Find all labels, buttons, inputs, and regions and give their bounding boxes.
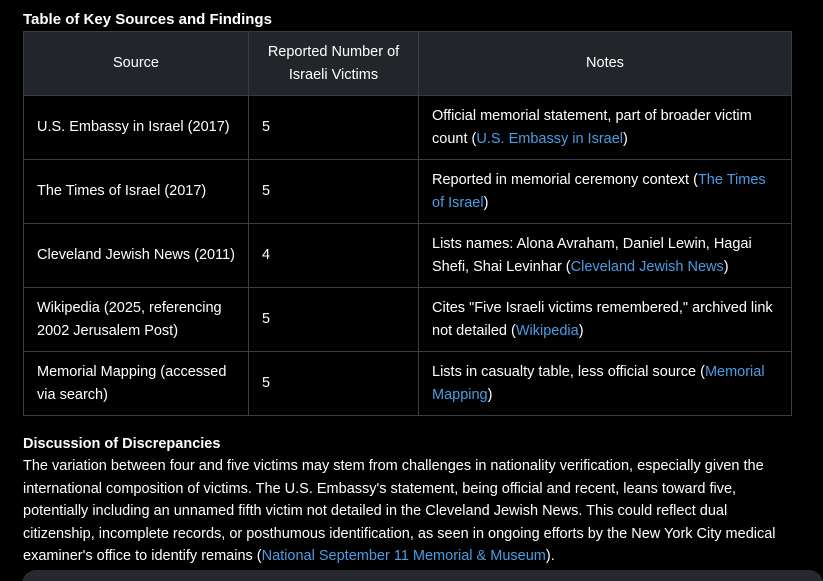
source-link[interactable]: The Times of Israel [432,171,766,211]
table-row [24,352,792,416]
discussion-heading: Discussion of Discrepancies [23,436,221,452]
cell-source: Wikipedia (2025, referencing 2002 Jerusalem Post) [24,288,249,352]
header-reported-number: Reported Number of Israeli Victims [249,32,419,96]
source-link[interactable]: Cleveland Jewish News [570,258,724,275]
header-notes: Notes [419,32,792,96]
notes-text: Official memorial statement, part of broader victim count ( [432,107,752,147]
composer-top-edge [22,570,823,581]
notes-end: ) [487,386,493,403]
table-row [24,160,792,224]
cell-number: 5 [249,96,419,160]
notes-end: ) [723,258,729,275]
source-link[interactable]: Memorial Mapping [432,363,765,403]
table-header-row [24,32,792,96]
source-link[interactable]: Wikipedia [515,322,579,339]
discussion-paragraph [23,455,793,568]
table-title: Table of Key Sources and Findings [23,11,272,28]
table-row [24,288,792,352]
cell-notes [419,96,792,160]
notes-end: ) [483,194,489,211]
table-row [24,96,792,160]
notes-text: Lists names: Alona Avraham, Daniel Lewin, Hagai Shefi, Shai Levinhar ( [432,235,752,275]
cell-source: U.S. Embassy in Israel (2017) [24,96,249,160]
header-source: Source [24,32,249,96]
notes-text: Reported in memorial ceremony context ( [432,171,698,188]
discussion-text: The variation between four and five victims may stem from challenges in nationality verification, especially given the international composition of victims. The U.S. Embassy's statement, being official and recent, leans toward five, potentially including an unnamed fifth victim not detailed in the Cleveland Jewish News. This could reflect dual citizenship, incomplete records, or posthumous identification, as seen in ongoing efforts by the New York City medical examiner's office to identify remains ( [23,458,776,565]
discussion-source-link[interactable]: National September 11 Memorial & Museum [261,548,546,565]
notes-text: Lists in casualty table, less official source ( [432,363,705,380]
cell-notes [419,160,792,224]
discussion-text-end: ). [545,548,555,565]
cell-number: 5 [249,288,419,352]
sources-table [23,31,792,416]
cell-source: Cleveland Jewish News (2011) [24,224,249,288]
notes-end: ) [623,130,628,147]
cell-source: Memorial Mapping (accessed via search) [24,352,249,416]
notes-text: Cites "Five Israeli victims remembered," archived link not detailed ( [432,299,773,339]
cell-notes [419,288,792,352]
cell-number: 5 [249,352,419,416]
cell-number: 4 [249,224,419,288]
source-link[interactable]: U.S. Embassy in Israel [476,130,624,147]
cell-notes [419,224,792,288]
cell-number: 5 [249,160,419,224]
notes-end: ) [578,322,584,339]
cell-source: The Times of Israel (2017) [24,160,249,224]
table-row [24,224,792,288]
input-area-edge [0,570,823,581]
cell-notes [419,352,792,416]
